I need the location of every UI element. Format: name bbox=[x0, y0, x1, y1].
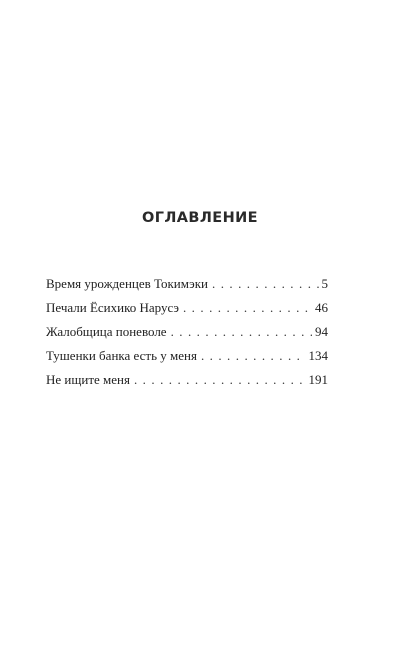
toc-entry bbox=[46, 344, 328, 368]
toc-entry bbox=[46, 272, 328, 296]
dot-leader bbox=[201, 344, 306, 368]
toc-entry-page: 94 bbox=[315, 324, 328, 339]
toc-entry bbox=[46, 296, 328, 320]
toc-entry-title: Тушенки банка есть у меня bbox=[46, 348, 197, 363]
toc-entry-page: 191 bbox=[308, 372, 328, 387]
dot-leader bbox=[183, 296, 312, 320]
toc-entry-page: 134 bbox=[308, 348, 328, 363]
toc-entry-page: 46 bbox=[315, 300, 328, 315]
toc-entry-title: Не ищите меня bbox=[46, 372, 130, 387]
toc-entry-title: Жалобщица поневоле bbox=[46, 324, 167, 339]
toc-entry bbox=[46, 368, 328, 392]
toc-heading: ОГЛАВЛЕНИЕ bbox=[141, 210, 258, 226]
toc-entry-page: 5 bbox=[321, 276, 328, 291]
table-of-contents bbox=[46, 272, 328, 392]
toc-entry-title: Печали Ёсихико Нарусэ bbox=[46, 300, 179, 315]
toc-entry-title: Время урожденцев Токимэки bbox=[46, 276, 208, 291]
dot-leader bbox=[212, 272, 319, 296]
toc-entry bbox=[46, 320, 328, 344]
dot-leader bbox=[134, 368, 306, 392]
dot-leader bbox=[171, 320, 312, 344]
